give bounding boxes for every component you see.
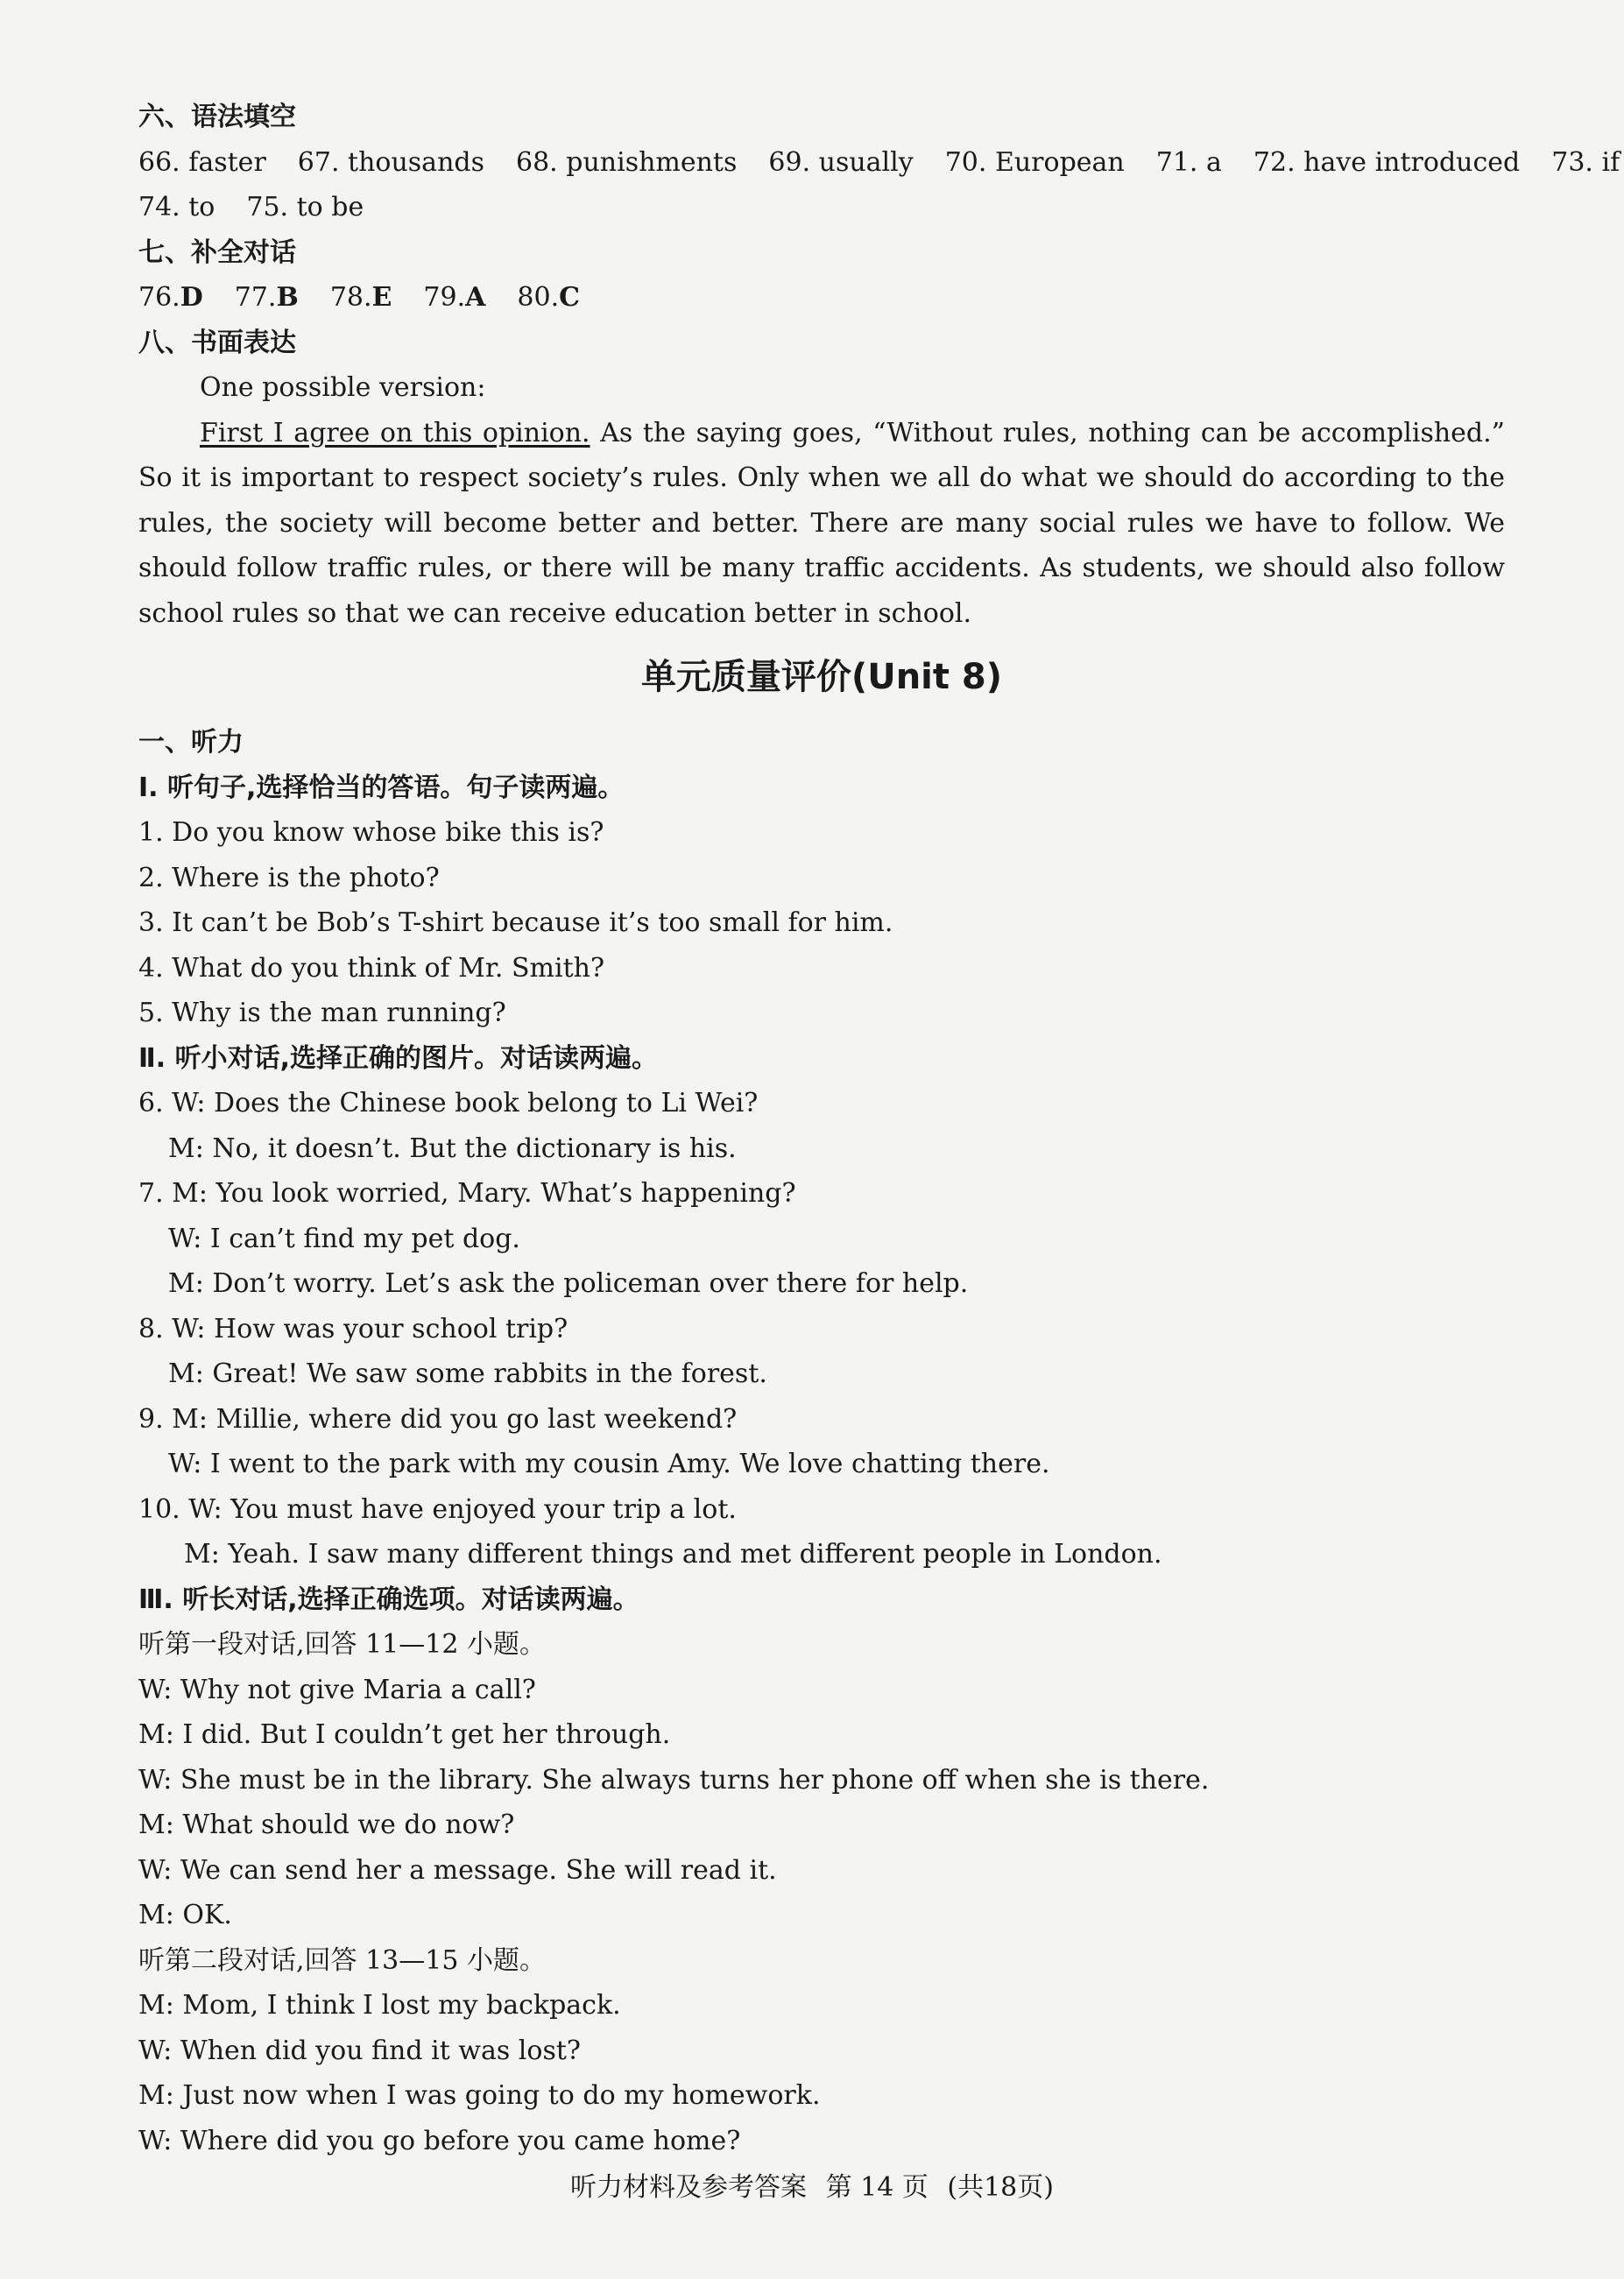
dialogue-line: M: Mom, I think I lost my backpack. bbox=[138, 1990, 621, 2021]
dialogue-line: 9. M: Millie, where did you go last weekend? bbox=[138, 1403, 738, 1435]
dialogue-line: M: Yeah. I saw many different things and met different people in London. bbox=[184, 1539, 1162, 1570]
dialogue-line: W: I went to the park with my cousin Amy. We love chatting there. bbox=[168, 1449, 1050, 1479]
list-item: 2. Where is the photo? bbox=[138, 862, 440, 893]
section-heading-listening: 一、听力 bbox=[138, 727, 244, 758]
dialogue-line: 8. W: How was your school trip? bbox=[138, 1313, 568, 1344]
dialogue-line: W: I can’t find my pet dog. bbox=[168, 1223, 520, 1254]
answer-number: 79. bbox=[423, 282, 466, 313]
answer-number: 80. bbox=[517, 282, 560, 313]
list-item: 3. It can’t be Bob’s T-shirt because it’s too small for him. bbox=[138, 907, 893, 938]
dialogue-line: W: When did you find it was lost? bbox=[138, 2035, 581, 2066]
listening-part2-heading: Ⅱ. 听小对话,选择正确的图片。对话读两遍。 bbox=[138, 1042, 658, 1074]
dialogue-line: 7. M: You look worried, Mary. What’s happening? bbox=[138, 1178, 796, 1209]
dialogue-line: W: Why not give Maria a call? bbox=[138, 1674, 536, 1705]
answer-item: 67. thousands bbox=[297, 146, 484, 178]
dialogue-intro: 听第一段对话,回答 11—12 小题。 bbox=[138, 1629, 546, 1660]
answer-number: 77. bbox=[234, 282, 277, 313]
section-heading-writing: 八、书面表达 bbox=[138, 327, 296, 358]
writing-paragraph bbox=[138, 411, 1505, 637]
answer-item: 75. to be bbox=[246, 192, 364, 222]
answer-item: 72. have introduced bbox=[1253, 146, 1521, 178]
page-footer bbox=[0, 2165, 1624, 2204]
dialogue-line: M: Great! We saw some rabbits in the forest. bbox=[168, 1358, 767, 1389]
answer-item bbox=[423, 275, 485, 321]
unit-title: 单元质量评价(Unit 8) bbox=[640, 657, 1003, 697]
answer-row bbox=[138, 275, 1505, 321]
answer-item bbox=[330, 275, 392, 321]
answer-letter: B bbox=[276, 282, 299, 313]
list-item: 4. What do you think of Mr. Smith? bbox=[138, 952, 605, 984]
dialogue-line: M: No, it doesn’t. But the dictionary is his. bbox=[168, 1132, 737, 1164]
writing-intro: One possible version: bbox=[200, 372, 486, 403]
answer-letter: E bbox=[371, 282, 392, 313]
footer-total-pages: (共18页) bbox=[947, 2172, 1054, 2203]
answer-item bbox=[138, 275, 203, 321]
dialogue-line: M: Just now when I was going to do my homework. bbox=[138, 2080, 821, 2111]
section-heading-grammar: 六、语法填空 bbox=[138, 102, 296, 132]
writing-body: As the saying goes, “Without rules, nothing can be accomplished.” So it is important to respect society’s rules. Only when we all do what we should do according to the rules, the society will become better and better. There are many social rules we have to follow. We should follow traffic rules, or there will be many traffic accidents. As students, we should also follow school rules so that we can receive education better in school. bbox=[138, 417, 1505, 629]
dialogue-line: W: She must be in the library. She always turns her phone off when she is there. bbox=[138, 1764, 1210, 1796]
answer-item: 68. punishments bbox=[516, 146, 738, 178]
answer-item: 69. usually bbox=[768, 146, 914, 178]
section-heading-dialogue: 七、补全对话 bbox=[138, 236, 296, 268]
footer-page-number: 第 14 页 bbox=[825, 2172, 929, 2203]
listening-part1-heading: Ⅰ. 听句子,选择恰当的答语。句子读两遍。 bbox=[138, 772, 625, 803]
answer-number: 78. bbox=[329, 282, 372, 313]
dialogue-line: 10. W: You must have enjoyed your trip a lot. bbox=[138, 1493, 737, 1525]
dialogue-line: M: Don’t worry. Let’s ask the policeman over there for help. bbox=[168, 1268, 969, 1299]
answer-row bbox=[138, 185, 1505, 230]
answer-item bbox=[517, 275, 580, 321]
answer-letter: D bbox=[180, 282, 203, 313]
list-item: 5. Why is the man running? bbox=[138, 998, 506, 1028]
answer-item: 74. to bbox=[138, 192, 215, 222]
dialogue-line: W: Where did you go before you came home? bbox=[138, 2125, 741, 2156]
answer-item: 70. European bbox=[944, 146, 1125, 178]
document-page bbox=[138, 95, 1620, 2163]
answer-item: 73. if bbox=[1551, 146, 1620, 178]
dialogue-line: M: OK. bbox=[138, 1900, 232, 1930]
answer-item: 66. faster bbox=[138, 146, 266, 178]
answer-item: 71. a bbox=[1155, 146, 1222, 178]
footer-label: 听力材料及参考答案 bbox=[570, 2172, 808, 2203]
answer-item bbox=[235, 275, 299, 321]
answer-number: 76. bbox=[138, 282, 180, 313]
dialogue-line: M: What should we do now? bbox=[138, 1810, 515, 1840]
answer-letter: A bbox=[465, 282, 486, 313]
list-item: 1. Do you know whose bike this is? bbox=[138, 817, 604, 848]
listening-part3-heading: Ⅲ. 听长对话,选择正确选项。对话读两遍。 bbox=[138, 1584, 639, 1615]
dialogue-line: 6. W: Does the Chinese book belong to Li Wei? bbox=[138, 1088, 759, 1118]
writing-underlined-sentence: First I agree on this opinion. bbox=[200, 417, 590, 448]
dialogue-line: W: We can send her a message. She will read it. bbox=[138, 1854, 777, 1886]
answer-letter: C bbox=[559, 282, 581, 313]
answer-row bbox=[138, 140, 1620, 186]
dialogue-line: M: I did. But I couldn’t get her through. bbox=[138, 1719, 671, 1750]
dialogue-intro: 听第二段对话,回答 13—15 小题。 bbox=[138, 1944, 546, 1976]
